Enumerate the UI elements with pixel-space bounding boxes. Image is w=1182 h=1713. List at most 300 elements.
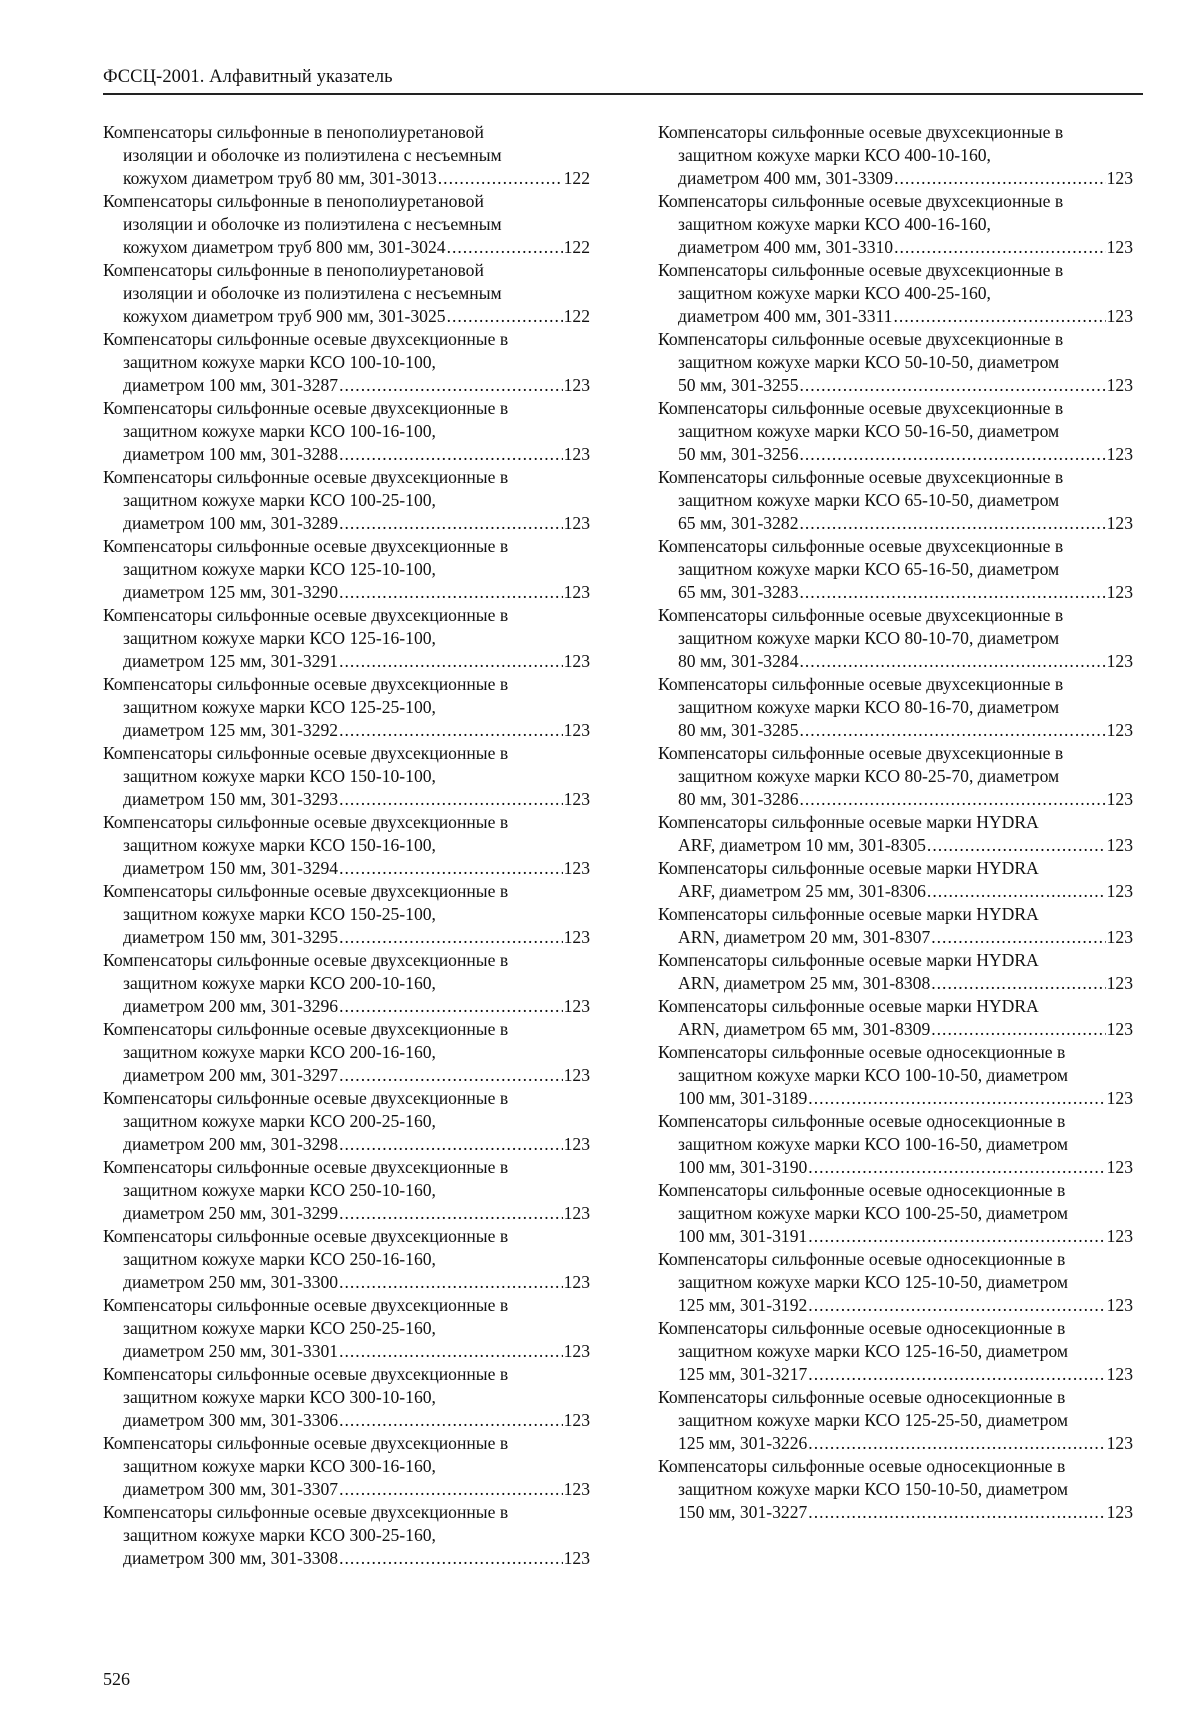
index-entry-page-number: 123 (1106, 168, 1133, 188)
index-entry-line: защитном кожухе марки КСО 100-25-50, диаметром (678, 1203, 1068, 1223)
index-entry-line: защитном кожухе марки КСО 150-10-100, (123, 766, 436, 786)
index-entry-page-number: 123 (563, 1065, 590, 1085)
index-entry-line: Компенсаторы сильфонные осевые двухсекционные в (103, 950, 509, 970)
index-entry-line: защитном кожухе марки КСО 125-25-50, диаметром (678, 1410, 1068, 1430)
index-entry-line: защитном кожухе марки КСО 125-25-100, (123, 697, 436, 717)
index-entry-text: диаметром 200 мм, 301-3298 (123, 1134, 339, 1154)
dot-leader (339, 1478, 563, 1501)
index-entry-line: Компенсаторы сильфонные осевые двухсекционные в (103, 1157, 509, 1177)
index-entry-text: диаметром 125 мм, 301-3291 (123, 651, 339, 671)
index-entry-line: защитном кожухе марки КСО 400-16-160, (678, 214, 991, 234)
index-entry-last-line (658, 788, 1133, 811)
dot-leader (339, 1409, 563, 1432)
index-entry-last-line (658, 650, 1133, 673)
dot-leader (339, 1202, 563, 1225)
dot-leader (339, 857, 563, 880)
index-entry (658, 1317, 1133, 1386)
index-entry-line: Компенсаторы сильфонные осевые двухсекционные в (103, 1364, 509, 1384)
index-entry-line: защитном кожухе марки КСО 200-25-160, (123, 1111, 436, 1131)
index-entry-text: диаметром 200 мм, 301-3297 (123, 1065, 339, 1085)
index-entry (103, 535, 590, 604)
dot-leader (800, 443, 1106, 466)
index-entry-text: диаметром 125 мм, 301-3290 (123, 582, 339, 602)
dot-leader (927, 880, 1106, 903)
dot-leader (931, 972, 1105, 995)
index-entry-last-line (103, 512, 590, 535)
index-entry-line: Компенсаторы сильфонные осевые двухсекционные в (658, 743, 1064, 763)
index-entry-line: Компенсаторы сильфонные осевые марки HYDRA (658, 996, 1039, 1016)
index-entry-page-number: 123 (563, 720, 590, 740)
index-entry (658, 857, 1133, 903)
index-entry-line: защитном кожухе марки КСО 150-10-50, диаметром (678, 1479, 1068, 1499)
index-entry-text: диаметром 150 мм, 301-3293 (123, 789, 339, 809)
dot-leader (931, 926, 1105, 949)
index-entry-last-line (103, 1271, 590, 1294)
index-entry-page-number: 123 (563, 1272, 590, 1292)
index-entry (103, 1018, 590, 1087)
index-entry-page-number: 123 (1106, 1157, 1133, 1177)
index-entry (658, 1110, 1133, 1179)
index-entry-line: Компенсаторы сильфонные осевые односекционные в (658, 1456, 1066, 1476)
index-entry (658, 604, 1133, 673)
index-entry-line: защитном кожухе марки КСО 200-16-160, (123, 1042, 436, 1062)
index-entry-last-line (658, 1294, 1133, 1317)
index-entry-page-number: 123 (1106, 973, 1133, 993)
index-entry-page-number: 123 (563, 1341, 590, 1361)
index-entry-text: 50 мм, 301-3256 (678, 444, 799, 464)
index-entry (658, 1455, 1133, 1524)
index-entry-line: Компенсаторы сильфонные осевые двухсекционные в (658, 260, 1064, 280)
dot-leader (339, 1547, 563, 1570)
dot-leader (893, 305, 1105, 328)
index-entry-line: Компенсаторы сильфонные в пенополиуретановой (103, 122, 484, 142)
index-entry-text: диаметром 200 мм, 301-3296 (123, 996, 339, 1016)
index-entry-line: защитном кожухе марки КСО 150-16-100, (123, 835, 436, 855)
index-entry-text: диаметром 150 мм, 301-3294 (123, 858, 339, 878)
header-rule (103, 93, 1143, 95)
index-entry-last-line (658, 167, 1133, 190)
index-entry (658, 1041, 1133, 1110)
index-entry-line: Компенсаторы сильфонные осевые двухсекционные в (658, 536, 1064, 556)
index-entry-line: Компенсаторы сильфонные осевые двухсекционные в (103, 1088, 509, 1108)
index-entry-page-number: 123 (563, 1134, 590, 1154)
index-entry-line: защитном кожухе марки КСО 100-16-100, (123, 421, 436, 441)
index-entry-page-number: 123 (1106, 927, 1133, 947)
index-entry (658, 190, 1133, 259)
index-entry-line: Компенсаторы сильфонные осевые односекционные в (658, 1318, 1066, 1338)
index-entry-text: диаметром 300 мм, 301-3306 (123, 1410, 339, 1430)
index-entry-line: Компенсаторы сильфонные осевые марки HYDRA (658, 858, 1039, 878)
index-entry-last-line (658, 581, 1133, 604)
index-entry-line: Компенсаторы сильфонные осевые двухсекционные в (103, 812, 509, 832)
index-entry (103, 673, 590, 742)
dot-leader (808, 1156, 1105, 1179)
index-entry-line: Компенсаторы сильфонные осевые двухсекционные в (103, 1019, 509, 1039)
index-entry-line: защитном кожухе марки КСО 125-16-50, диаметром (678, 1341, 1068, 1361)
index-entry-page-number: 123 (563, 375, 590, 395)
index-entry-page-number: 123 (563, 858, 590, 878)
index-entry-line: Компенсаторы сильфонные осевые марки HYDRA (658, 904, 1039, 924)
index-entry-line: защитном кожухе марки КСО 300-25-160, (123, 1525, 436, 1545)
dot-leader (339, 374, 563, 397)
index-entry-page-number: 122 (563, 237, 590, 257)
index-entry (103, 328, 590, 397)
index-entry-page-number: 123 (563, 1203, 590, 1223)
index-entry-line: Компенсаторы сильфонные осевые односекционные в (658, 1249, 1066, 1269)
index-entry-page-number: 123 (1106, 375, 1133, 395)
index-entry-page-number: 123 (1106, 1295, 1133, 1315)
index-entry-line: Компенсаторы сильфонные осевые двухсекционные в (103, 674, 509, 694)
index-entry-last-line (103, 926, 590, 949)
dot-leader (339, 719, 563, 742)
index-entry (658, 259, 1133, 328)
index-entry-text: 100 мм, 301-3189 (678, 1088, 808, 1108)
index-entry-last-line (658, 972, 1133, 995)
index-entry (103, 121, 590, 190)
index-entry (103, 811, 590, 880)
dot-leader (800, 374, 1106, 397)
index-entry-line: Компенсаторы сильфонные осевые двухсекционные в (103, 605, 509, 625)
index-entry-last-line (103, 1409, 590, 1432)
index-entry-line: Компенсаторы сильфонные осевые двухсекционные в (103, 1433, 509, 1453)
index-entry (103, 397, 590, 466)
index-entry-page-number: 123 (1106, 1019, 1133, 1039)
index-entry (103, 604, 590, 673)
index-entry-last-line (658, 1156, 1133, 1179)
index-entry-line: Компенсаторы сильфонные осевые односекционные в (658, 1387, 1066, 1407)
index-entry-last-line (103, 167, 590, 190)
index-entry-text: диаметром 250 мм, 301-3300 (123, 1272, 339, 1292)
index-entry-line: Компенсаторы сильфонные осевые двухсекционные в (658, 398, 1064, 418)
index-entry-page-number: 123 (563, 1548, 590, 1568)
index-entry-line: защитном кожухе марки КСО 125-10-50, диаметром (678, 1272, 1068, 1292)
index-entry-page-number: 123 (563, 789, 590, 809)
index-entry-page-number: 123 (1106, 881, 1133, 901)
index-entry-last-line (103, 581, 590, 604)
index-entry-text: диаметром 125 мм, 301-3292 (123, 720, 339, 740)
index-entry-text: 80 мм, 301-3284 (678, 651, 799, 671)
index-entry (658, 673, 1133, 742)
index-entry-line: защитном кожухе марки КСО 300-16-160, (123, 1456, 436, 1476)
index-entry-last-line (103, 1202, 590, 1225)
index-entry-line: Компенсаторы сильфонные осевые двухсекционные в (103, 881, 509, 901)
index-entry-line: защитном кожухе марки КСО 50-10-50, диаметром (678, 352, 1060, 372)
index-entry (658, 328, 1133, 397)
index-entry-line: Компенсаторы сильфонные осевые двухсекционные в (658, 605, 1064, 625)
dot-leader (800, 788, 1106, 811)
index-entry-text: 80 мм, 301-3286 (678, 789, 799, 809)
index-entry-line: Компенсаторы сильфонные в пенополиуретановой (103, 191, 484, 211)
index-entry-line: Компенсаторы сильфонные осевые двухсекционные в (658, 467, 1064, 487)
dot-leader (339, 1271, 563, 1294)
index-entry-last-line (103, 374, 590, 397)
index-entry-text: диаметром 300 мм, 301-3307 (123, 1479, 339, 1499)
index-entry (658, 742, 1133, 811)
page-number: 526 (103, 1669, 130, 1689)
dot-leader (808, 1501, 1105, 1524)
dot-leader (808, 1432, 1105, 1455)
index-entry-last-line (658, 834, 1133, 857)
index-entry-line: защитном кожухе марки КСО 100-16-50, диаметром (678, 1134, 1068, 1154)
index-entry-text: 65 мм, 301-3282 (678, 513, 799, 533)
index-entry-page-number: 123 (1106, 1502, 1133, 1522)
index-entry-line: Компенсаторы сильфонные осевые двухсекционные в (103, 1226, 509, 1246)
dot-leader (339, 581, 563, 604)
index-entry (103, 466, 590, 535)
index-entry (103, 949, 590, 1018)
index-entry (658, 397, 1133, 466)
index-entry-page-number: 123 (1106, 720, 1133, 740)
index-entry-line: защитном кожухе марки КСО 100-25-100, (123, 490, 436, 510)
index-entry-text: 65 мм, 301-3283 (678, 582, 799, 602)
index-entry-last-line (658, 1432, 1133, 1455)
index-entry-page-number: 123 (563, 513, 590, 533)
index-entry-last-line (658, 719, 1133, 742)
index-entry (103, 1087, 590, 1156)
index-entry-page-number: 123 (1106, 1088, 1133, 1108)
index-entry-line: защитном кожухе марки КСО 65-10-50, диаметром (678, 490, 1060, 510)
dot-leader (438, 167, 563, 190)
index-entry-last-line (103, 1478, 590, 1501)
index-entry-page-number: 123 (563, 1479, 590, 1499)
index-entry-line: Компенсаторы сильфонные осевые двухсекционные в (103, 398, 509, 418)
dot-leader (339, 512, 563, 535)
dot-leader (894, 167, 1106, 190)
index-entry-last-line (103, 236, 590, 259)
index-entry-last-line (103, 788, 590, 811)
index-entry-line: Компенсаторы сильфонные осевые односекционные в (658, 1111, 1066, 1131)
index-entry-line: Компенсаторы сильфонные осевые односекционные в (658, 1180, 1066, 1200)
index-entry-text: диаметром 400 мм, 301-3311 (678, 306, 893, 326)
index-entry-last-line (658, 1363, 1133, 1386)
index-entry-text: 50 мм, 301-3255 (678, 375, 799, 395)
dot-leader (339, 1133, 563, 1156)
index-entry-last-line (658, 236, 1133, 259)
dot-leader (339, 1064, 563, 1087)
index-entry-page-number: 123 (1106, 1433, 1133, 1453)
index-entry-page-number: 123 (1106, 1364, 1133, 1384)
index-entry (658, 995, 1133, 1041)
index-entry-text: диаметром 150 мм, 301-3295 (123, 927, 339, 947)
index-entry-text: 125 мм, 301-3192 (678, 1295, 808, 1315)
index-entry-last-line (658, 926, 1133, 949)
running-header: ФССЦ-2001. Алфавитный указатель (103, 67, 393, 87)
index-entry-line: Компенсаторы сильфонные осевые двухсекционные в (658, 191, 1064, 211)
index-entry-text: 80 мм, 301-3285 (678, 720, 799, 740)
index-entry-last-line (103, 719, 590, 742)
index-entry-text: 100 мм, 301-3190 (678, 1157, 808, 1177)
dot-leader (808, 1294, 1105, 1317)
index-entry-text: диаметром 100 мм, 301-3287 (123, 375, 339, 395)
index-entry-text: кожухом диаметром труб 800 мм, 301-3024 (123, 237, 446, 257)
index-entry-page-number: 123 (1106, 789, 1133, 809)
dot-leader (808, 1225, 1105, 1248)
index-entry-page-number: 123 (1106, 306, 1133, 326)
index-entry-text: кожухом диаметром труб 80 мм, 301-3013 (123, 168, 437, 188)
index-entry (103, 1294, 590, 1363)
index-column-right (658, 121, 1133, 1524)
index-entry-page-number: 123 (1106, 835, 1133, 855)
index-entry-line: защитном кожухе марки КСО 80-10-70, диаметром (678, 628, 1060, 648)
index-entry-line: Компенсаторы сильфонные в пенополиуретановой (103, 260, 484, 280)
index-entry-line: Компенсаторы сильфонные осевые двухсекционные в (103, 536, 509, 556)
dot-leader (800, 512, 1106, 535)
index-entry-page-number: 123 (563, 996, 590, 1016)
index-entry-last-line (658, 512, 1133, 535)
index-entry-page-number: 123 (563, 927, 590, 947)
index-entry (103, 190, 590, 259)
index-entry-text: диаметром 250 мм, 301-3301 (123, 1341, 339, 1361)
index-entry-page-number: 123 (1106, 444, 1133, 464)
index-entry (103, 259, 590, 328)
index-entry-text: диаметром 100 мм, 301-3288 (123, 444, 339, 464)
index-entry-last-line (658, 443, 1133, 466)
index-entry-line: Компенсаторы сильфонные осевые двухсекционные в (658, 122, 1064, 142)
dot-leader (339, 788, 563, 811)
index-entry-text: ARN, диаметром 65 мм, 301-8309 (678, 1019, 931, 1039)
index-entry-last-line (103, 1547, 590, 1570)
index-entry (103, 1501, 590, 1570)
index-entry-page-number: 123 (1106, 513, 1133, 533)
dot-leader (894, 236, 1106, 259)
index-entry-text: ARF, диаметром 10 мм, 301-8305 (678, 835, 926, 855)
index-entry-line: защитном кожухе марки КСО 65-16-50, диаметром (678, 559, 1060, 579)
index-entry-page-number: 122 (563, 306, 590, 326)
index-entry (658, 466, 1133, 535)
index-entry-page-number: 123 (1106, 651, 1133, 671)
index-entry-line: защитном кожухе марки КСО 400-25-160, (678, 283, 991, 303)
index-entry-page-number: 122 (563, 168, 590, 188)
dot-leader (339, 443, 563, 466)
index-entry-last-line (103, 857, 590, 880)
index-entry-last-line (103, 305, 590, 328)
index-entry-last-line (103, 1340, 590, 1363)
dot-leader (339, 1340, 563, 1363)
index-entry-line: защитном кожухе марки КСО 50-16-50, диаметром (678, 421, 1060, 441)
index-entry-line: Компенсаторы сильфонные осевые двухсекционные в (103, 467, 509, 487)
index-entry-line: Компенсаторы сильфонные осевые двухсекционные в (103, 329, 509, 349)
index-entry (103, 1156, 590, 1225)
index-entry-line: Компенсаторы сильфонные осевые двухсекционные в (103, 1502, 509, 1522)
index-entry-text: ARF, диаметром 25 мм, 301-8306 (678, 881, 926, 901)
index-entry (103, 1225, 590, 1294)
index-entry-text: диаметром 400 мм, 301-3310 (678, 237, 894, 257)
index-entry-line: Компенсаторы сильфонные осевые односекционные в (658, 1042, 1066, 1062)
index-entry-last-line (658, 1087, 1133, 1110)
index-entry (103, 1363, 590, 1432)
index-entry-text: диаметром 250 мм, 301-3299 (123, 1203, 339, 1223)
index-entry (658, 1386, 1133, 1455)
index-entry-line: Компенсаторы сильфонные осевые марки HYDRA (658, 812, 1039, 832)
index-entry (658, 903, 1133, 949)
index-entry-line: защитном кожухе марки КСО 250-25-160, (123, 1318, 436, 1338)
index-entry-line: Компенсаторы сильфонные осевые марки HYDRA (658, 950, 1039, 970)
index-entry-line: защитном кожухе марки КСО 400-10-160, (678, 145, 991, 165)
index-entry-line: изоляции и оболочке из полиэтилена с несъемным (123, 283, 502, 303)
index-entry-page-number: 123 (563, 651, 590, 671)
index-entry-page-number: 123 (563, 444, 590, 464)
index-entry-page-number: 123 (1106, 1226, 1133, 1246)
dot-leader (800, 581, 1106, 604)
index-entry-last-line (658, 374, 1133, 397)
index-entry-text: кожухом диаметром труб 900 мм, 301-3025 (123, 306, 446, 326)
index-entry-last-line (103, 443, 590, 466)
index-entry-line: Компенсаторы сильфонные осевые двухсекционные в (658, 329, 1064, 349)
dot-leader (808, 1087, 1105, 1110)
index-entry-text: ARN, диаметром 25 мм, 301-8308 (678, 973, 931, 993)
index-entry-last-line (658, 880, 1133, 903)
index-entry-line: Компенсаторы сильфонные осевые двухсекционные в (658, 674, 1064, 694)
index-entry-line: защитном кожухе марки КСО 100-10-100, (123, 352, 436, 372)
index-entry-last-line (658, 305, 1133, 328)
dot-leader (800, 719, 1106, 742)
index-entry-last-line (658, 1018, 1133, 1041)
dot-leader (931, 1018, 1105, 1041)
index-entry-text: 125 мм, 301-3226 (678, 1433, 808, 1453)
index-entry-line: защитном кожухе марки КСО 80-16-70, диаметром (678, 697, 1060, 717)
index-entry-line: защитном кожухе марки КСО 200-10-160, (123, 973, 436, 993)
index-entry-line: защитном кожухе марки КСО 80-25-70, диаметром (678, 766, 1060, 786)
index-entry-text: диаметром 100 мм, 301-3289 (123, 513, 339, 533)
index-entry-line: защитном кожухе марки КСО 100-10-50, диаметром (678, 1065, 1068, 1085)
index-entry-line: защитном кожухе марки КСО 125-10-100, (123, 559, 436, 579)
index-entry (658, 811, 1133, 857)
index-entry-last-line (103, 650, 590, 673)
index-column-left (103, 121, 590, 1570)
index-entry-page-number: 123 (1106, 582, 1133, 602)
index-entry-last-line (103, 1133, 590, 1156)
index-entry-line: защитном кожухе марки КСО 250-16-160, (123, 1249, 436, 1269)
index-entry (103, 742, 590, 811)
index-entry (658, 1179, 1133, 1248)
index-entry-line: защитном кожухе марки КСО 300-10-160, (123, 1387, 436, 1407)
dot-leader (808, 1363, 1105, 1386)
index-entry-text: диаметром 300 мм, 301-3308 (123, 1548, 339, 1568)
index-entry-last-line (103, 995, 590, 1018)
dot-leader (447, 236, 563, 259)
index-entry-last-line (658, 1501, 1133, 1524)
index-entry (658, 535, 1133, 604)
index-entry (658, 949, 1133, 995)
index-entry (658, 121, 1133, 190)
dot-leader (800, 650, 1106, 673)
index-entry-text: 100 мм, 301-3191 (678, 1226, 808, 1246)
index-entry-line: изоляции и оболочке из полиэтилена с несъемным (123, 214, 502, 234)
index-entry-line: защитном кожухе марки КСО 150-25-100, (123, 904, 436, 924)
index-entry-text: диаметром 400 мм, 301-3309 (678, 168, 894, 188)
index-entry-text: 125 мм, 301-3217 (678, 1364, 808, 1384)
index-entry-line: защитном кожухе марки КСО 250-10-160, (123, 1180, 436, 1200)
dot-leader (339, 650, 563, 673)
index-entry-text: 150 мм, 301-3227 (678, 1502, 808, 1522)
index-entry-line: Компенсаторы сильфонные осевые двухсекционные в (103, 743, 509, 763)
index-entry-last-line (103, 1064, 590, 1087)
index-entry (658, 1248, 1133, 1317)
dot-leader (339, 926, 563, 949)
index-entry-last-line (658, 1225, 1133, 1248)
index-entry-line: Компенсаторы сильфонные осевые двухсекционные в (103, 1295, 509, 1315)
index-entry-page-number: 123 (563, 1410, 590, 1430)
dot-leader (927, 834, 1106, 857)
index-entry-line: изоляции и оболочке из полиэтилена с несъемным (123, 145, 502, 165)
dot-leader (339, 995, 563, 1018)
dot-leader (447, 305, 563, 328)
index-entry (103, 880, 590, 949)
index-entry-page-number: 123 (1106, 237, 1133, 257)
index-entry-text: ARN, диаметром 20 мм, 301-8307 (678, 927, 931, 947)
index-entry-line: защитном кожухе марки КСО 125-16-100, (123, 628, 436, 648)
index-entry (103, 1432, 590, 1501)
